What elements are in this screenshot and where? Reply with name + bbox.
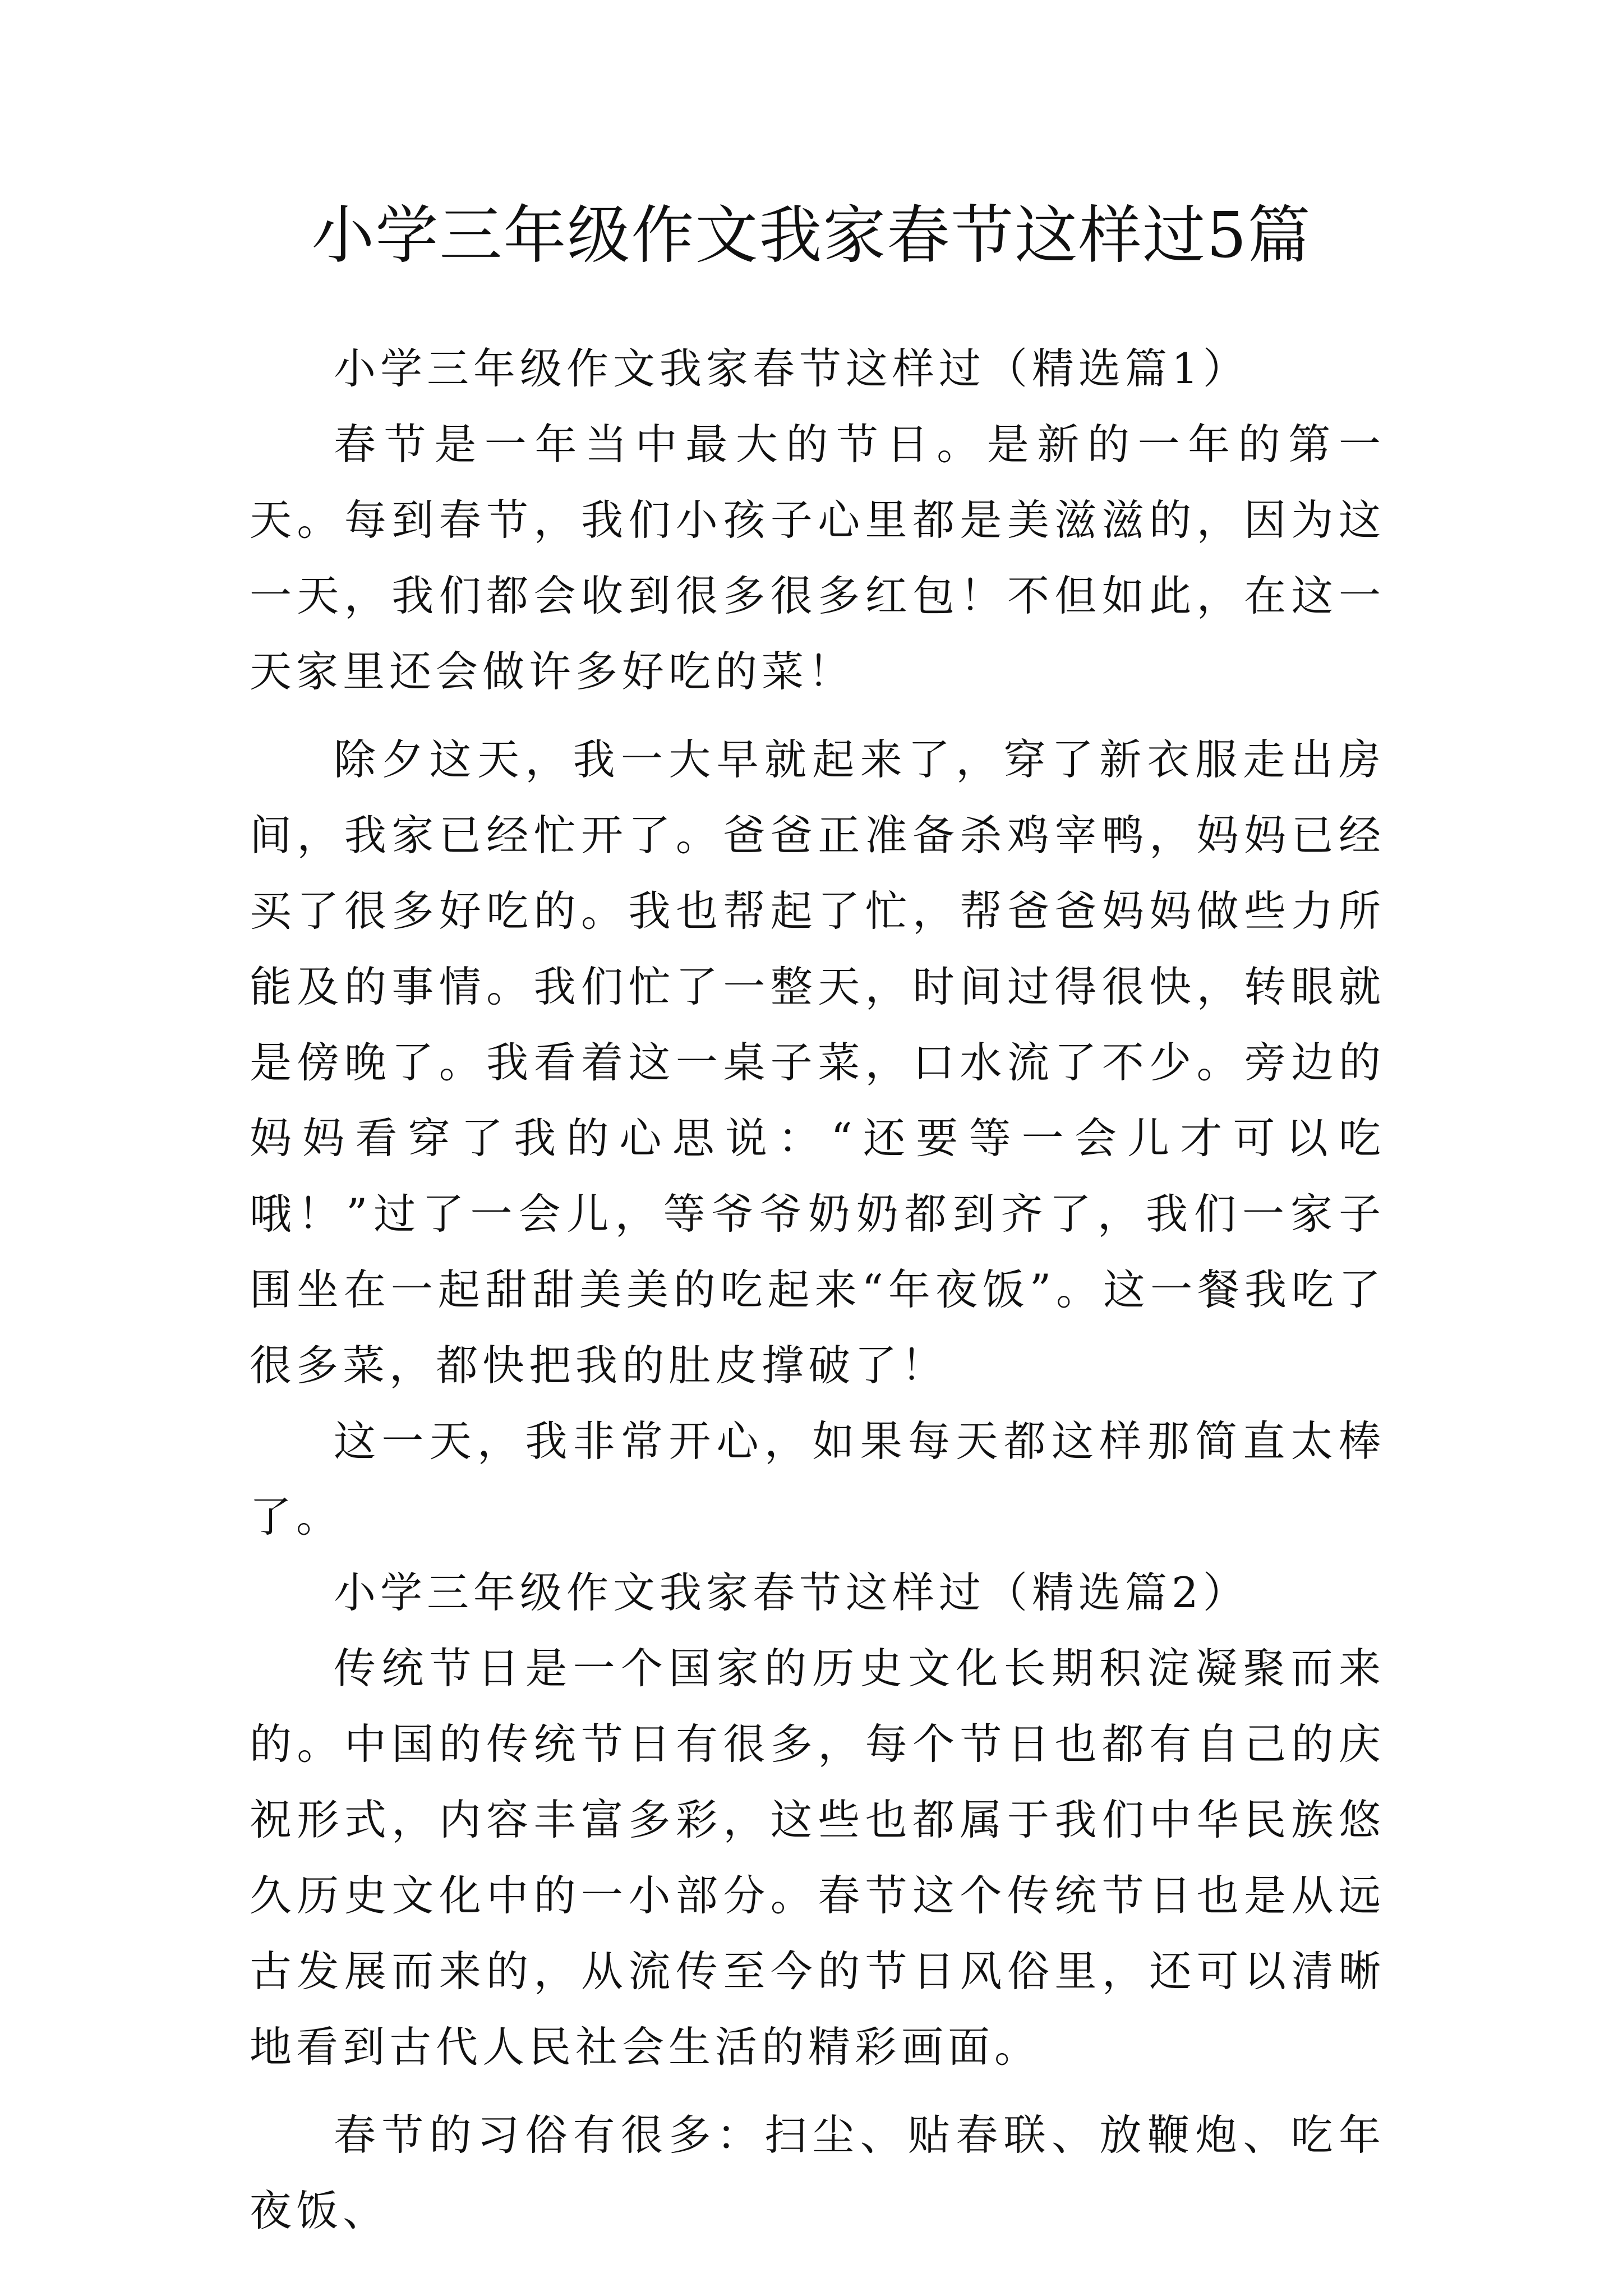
paragraph-new-years-eve: 除夕这天，我一大早就起来了，穿了新衣服走出房间，我家已经忙开了。爸爸正准备杀鸡宰鸭，妈妈已经买了很多好吃的。我也帮起了忙，帮爸爸妈妈做些力所能及的事情。我们忙了一整天，时间过得很快，转眼就是傍晚了。我看着这一桌子菜，口水流了不少。旁边的妈妈看穿了我的心思说：“还要等一会儿才可以吃哦！”过了一会儿，等爷爷奶奶都到齐了，我们一家子围坐在一起甜甜美美的吃起来“年夜饭”。这一餐我吃了很多菜，都快把我的肚皮撑破了！	[250, 735, 1385, 1390]
document-body	[250, 331, 1385, 2249]
paragraph-customs: 春节的习俗有很多：扫尘、贴春联、放鞭炮、吃年夜饭、	[250, 2110, 1385, 2235]
paragraph-tradition: 传统节日是一个国家的历史文化长期积淀凝聚而来的。中国的传统节日有很多，每个节日也都有自己的庆祝形式，内容丰富多彩，这些也都属于我们中华民族悠久历史文化中的一小部分。春节这个传统节日也是从远古发展而来的，从流传至今的节日风俗里，还可以清晰地看到古代人民社会生活的精彩画面。	[250, 1644, 1385, 2072]
section-heading-1: 小学三年级作文我家春节这样过（精选篇1）	[334, 344, 1249, 393]
section-heading-2: 小学三年级作文我家春节这样过（精选篇2）	[334, 1568, 1249, 1617]
paragraph-conclusion: 这一天，我非常开心，如果每天都这样那简直太棒了。	[250, 1416, 1385, 1542]
document-title: 小学三年级作文我家春节这样过5篇	[311, 199, 1312, 272]
paragraph-intro: 春节是一年当中最大的节日。是新的一年的第一天。每到春节，我们小孩子心里都是美滋滋的，因为这一天，我们都会收到很多很多红包！不但如此，在这一天家里还会做许多好吃的菜！	[250, 420, 1385, 696]
